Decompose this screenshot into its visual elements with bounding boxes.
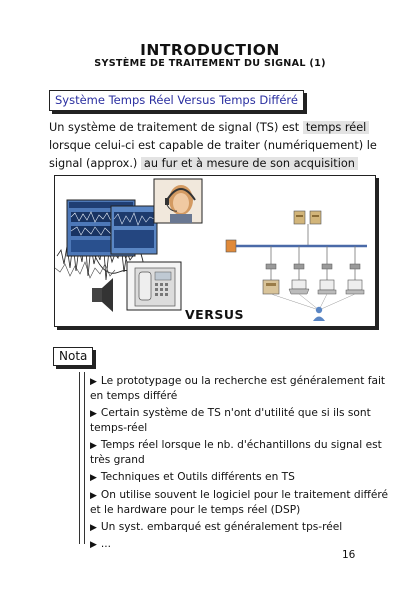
workstation-icon bbox=[318, 280, 364, 294]
intro-text-1: Un système de traitement de signal (TS) est bbox=[49, 121, 303, 134]
network-diagram bbox=[226, 211, 367, 321]
laptop-icon bbox=[289, 280, 309, 294]
list-item: ▶ Un syst. embarqué est généralement tps-réel bbox=[90, 520, 343, 533]
server-icon bbox=[294, 211, 321, 224]
page-subtitle: SYSTÈME DE TRAITEMENT DU SIGNAL (1) bbox=[94, 58, 326, 69]
triangle-bullet-icon: ▶ bbox=[90, 472, 97, 483]
section-title-box: Système Temps Réel Versus Temps Différé bbox=[49, 90, 304, 111]
triangle-bullet-icon: ▶ bbox=[90, 490, 97, 501]
list-item: ▶ Techniques et Outils différents en TS bbox=[90, 470, 295, 483]
speaker-icon bbox=[92, 278, 113, 312]
triangle-bullet-icon: ▶ bbox=[90, 408, 97, 419]
printer-icon bbox=[263, 280, 279, 294]
router-icon bbox=[226, 240, 236, 252]
list-item: ▶ Le prototypage ou la recherche est généralement fait en temps différé bbox=[90, 375, 386, 403]
page-number: 16 bbox=[342, 549, 356, 561]
figure-caption: VERSUS bbox=[185, 307, 244, 322]
telephone-icon bbox=[127, 262, 181, 310]
highlight-realtime: temps réel bbox=[303, 121, 369, 134]
note-list bbox=[90, 374, 400, 555]
list-item: ▶ Certain système de TS n'ont d'utilité que si ils sont temps-réel bbox=[90, 406, 371, 435]
figure-illustration bbox=[55, 176, 375, 326]
comparison-figure bbox=[54, 175, 376, 327]
note-label: Nota bbox=[53, 347, 93, 366]
triangle-bullet-icon: ▶ bbox=[90, 377, 97, 387]
list-item: ▶ Temps réel lorsque le nb. d'échantillons du signal est très grand bbox=[90, 438, 382, 467]
intro-paragraph bbox=[49, 119, 389, 173]
list-item: ▶ ... bbox=[90, 538, 112, 551]
triangle-bullet-icon: ▶ bbox=[90, 440, 97, 451]
triangle-bullet-icon: ▶ bbox=[90, 540, 97, 551]
note-margin-bar bbox=[79, 372, 85, 544]
page-title: INTRODUCTION bbox=[140, 41, 280, 59]
intro-text-2: lorsque celui-ci est capable de traiter (numériquement) le signal (approx.) bbox=[49, 139, 377, 170]
list-item: ▶ On utilise souvent le logiciel pour le traitement différé et le hardware pour le temps réel (DSP) bbox=[90, 488, 388, 516]
headset-operator-icon bbox=[154, 179, 202, 223]
highlight-acquisition: au fur et à mesure de son acquisition bbox=[141, 157, 358, 170]
user-icon bbox=[313, 307, 325, 321]
triangle-bullet-icon: ▶ bbox=[90, 522, 97, 533]
monitor-icon bbox=[67, 200, 157, 256]
